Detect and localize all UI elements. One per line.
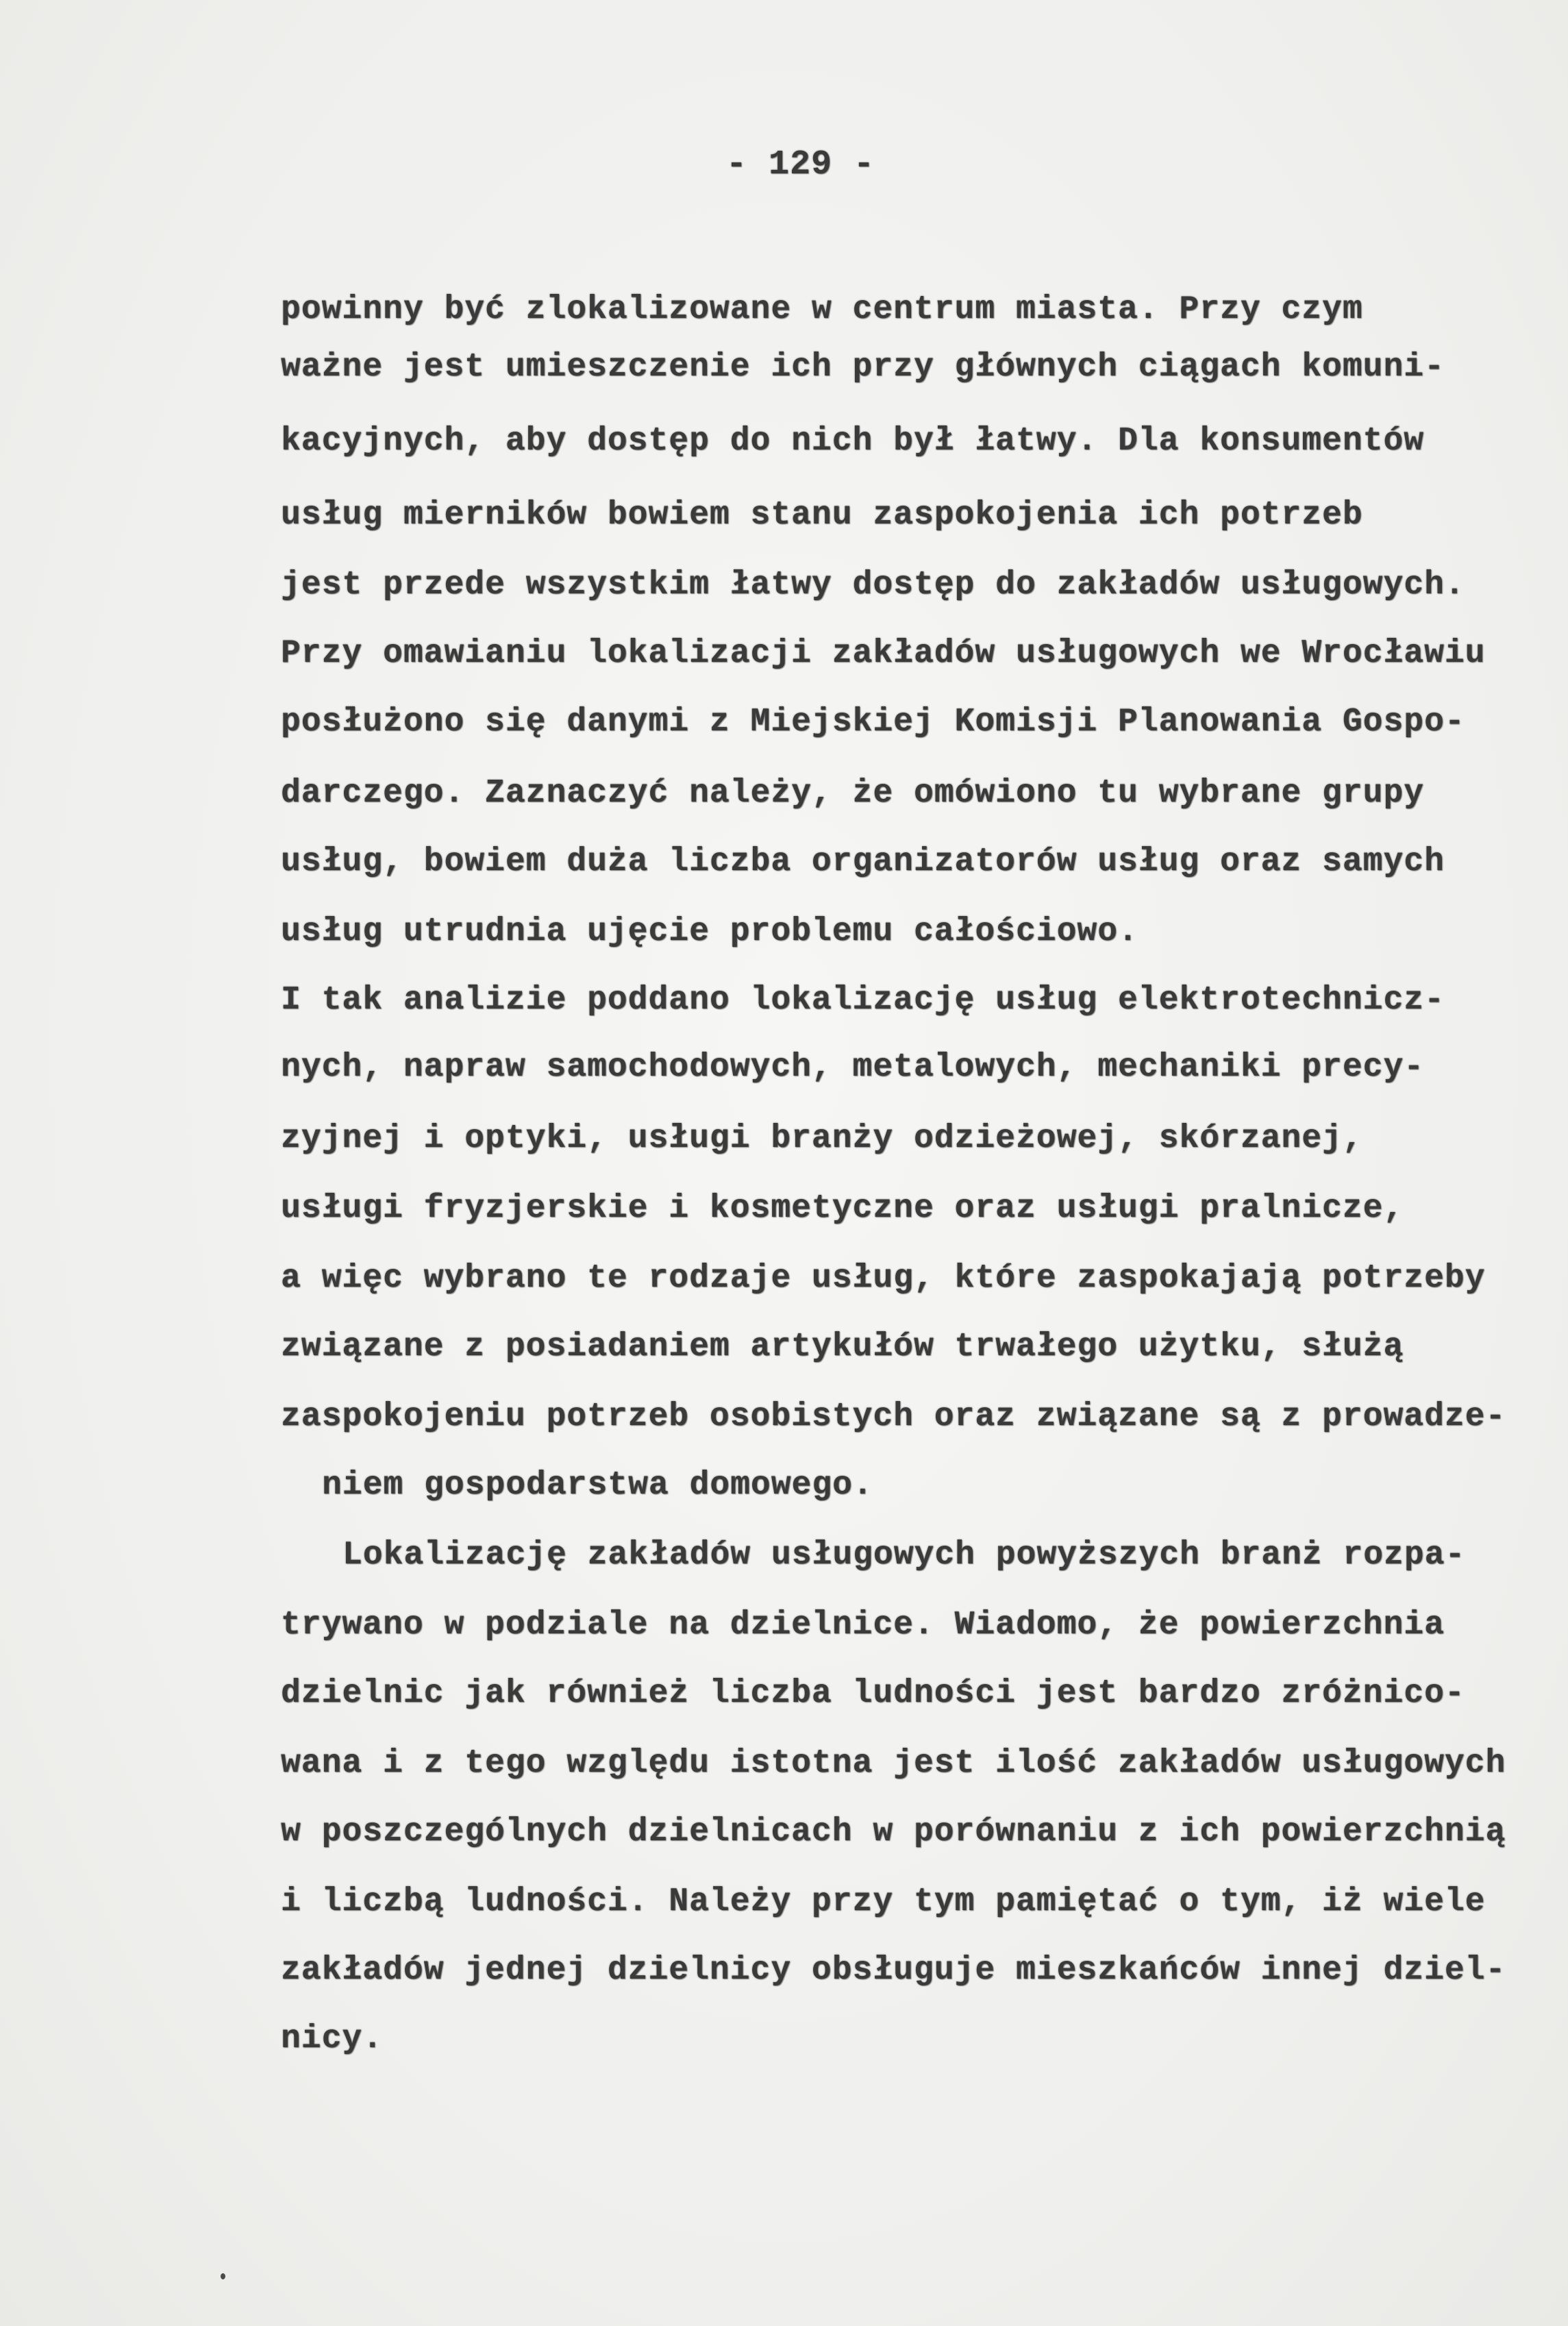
text-line-5: jest przede wszystkim łatwy dostęp do zakładów usługowych.	[281, 567, 1465, 604]
text-line-7: posłużono się danymi z Miejskiej Komisji Planowania Gospo-	[281, 704, 1465, 741]
text-line-15: a więc wybrano te rodzaje usług, które zaspokajają potrzeby	[281, 1260, 1486, 1297]
text-line-21: dzielnic jak również liczba ludności jest bardzo zróżnico-	[281, 1675, 1465, 1712]
text-line-25: zakładów jednej dzielnicy obsługuje mieszkańców innej dziel-	[281, 1952, 1506, 1989]
text-line-16: związane z posiadaniem artykułów trwałego użytku, służą	[281, 1328, 1404, 1365]
text-line-3: kacyjnych, aby dostęp do nich był łatwy. Dla konsumentów	[281, 423, 1425, 460]
text-line-1: powinny być zlokalizowane w centrum miasta. Przy czym	[281, 291, 1363, 328]
text-line-8: darczego. Zaznaczyć należy, że omówiono tu wybrane grupy	[281, 775, 1425, 812]
text-line-12: nych, napraw samochodowych, metalowych, mechaniki precy-	[281, 1049, 1425, 1086]
text-line-19: Lokalizację zakładów usługowych powyższych branż rozpa-	[343, 1537, 1466, 1574]
text-line-24: i liczbą ludności. Należy przy tym pamiętać o tym, iż wiele	[281, 1883, 1486, 1920]
page-number: - 129 -	[726, 145, 875, 184]
text-line-10: usług utrudnia ujęcie problemu całościowo.	[281, 913, 1138, 950]
text-line-2: ważne jest umieszczenie ich przy głównych ciągach komuni-	[281, 349, 1445, 386]
text-line-17: zaspokojeniu potrzeb osobistych oraz związane są z prowadze-	[281, 1398, 1506, 1435]
text-line-4: usług mierników bowiem stanu zaspokojenia ich potrzeb	[281, 497, 1363, 534]
paper-speck	[221, 2273, 225, 2279]
text-line-14: usługi fryzjerskie i kosmetyczne oraz usługi pralnicze,	[281, 1190, 1404, 1227]
text-line-9: usług, bowiem duża liczba organizatorów usług oraz samych	[281, 843, 1445, 880]
text-line-18: niem gospodarstwa domowego.	[322, 1467, 873, 1504]
text-line-20: trywano w podziale na dzielnice. Wiadomo, że powierzchnia	[281, 1607, 1445, 1644]
text-line-6: Przy omawianiu lokalizacji zakładów usługowych we Wrocławiu	[281, 635, 1486, 672]
text-line-13: zyjnej i optyki, usługi branży odzieżowej, skórzanej,	[281, 1120, 1363, 1157]
text-line-11: I tak analizie poddano lokalizację usług elektrotechnicz-	[281, 982, 1445, 1019]
text-line-26: nicy.	[281, 2020, 384, 2057]
text-line-23: w poszczególnych dzielnicach w porównaniu z ich powierzchnią	[281, 1814, 1506, 1851]
text-line-22: wana i z tego względu istotna jest ilość zakładów usługowych	[281, 1745, 1506, 1782]
